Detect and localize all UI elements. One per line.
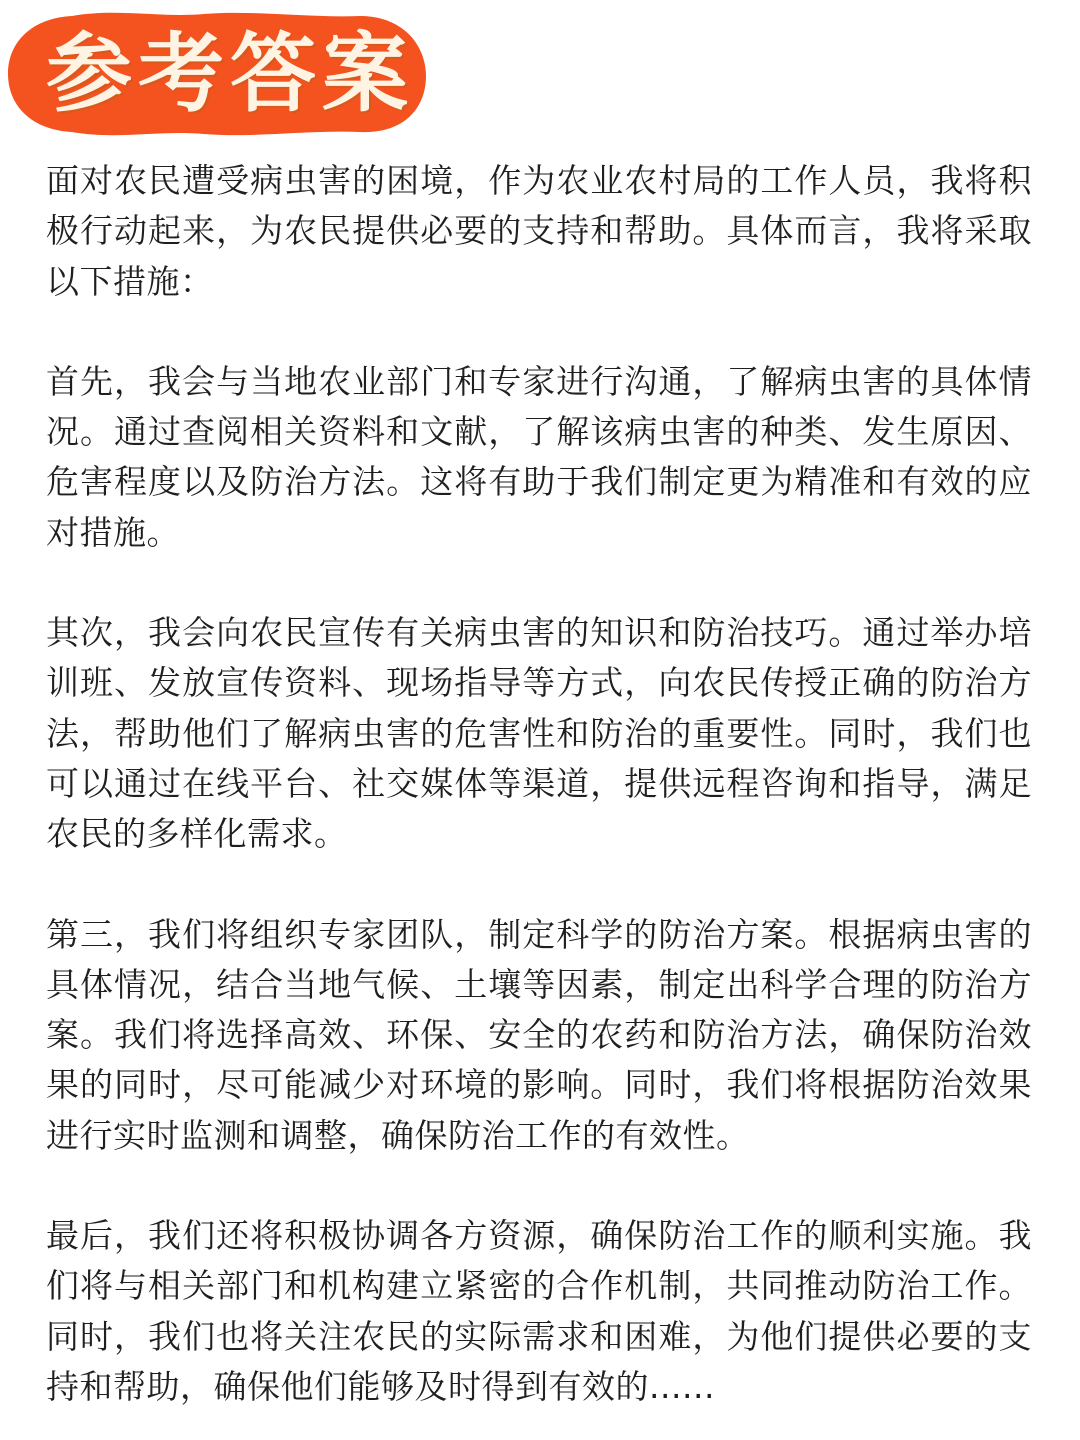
- paragraph-last: 最后，我们还将积极协调各方资源，确保防治工作的顺利实施。我们将与相关部门和机构建立紧密的合作机制，共同推动防治工作。同时，我们也将关注农民的实际需求和困难，为他们提供必要的支持和帮助，确保他们能够及时得到有效的......: [46, 1216, 1032, 1406]
- page-title: 参考答案: [46, 23, 414, 124]
- answer-body: [46, 156, 1032, 1412]
- paragraph-third: 第三，我们将组织专家团队，制定科学的防治方案。根据病虫害的具体情况，结合当地气候、土壤等因素，制定出科学合理的防治方案。我们将选择高效、环保、安全的农药和防治方法，确保防治效果的同时，尽可能减少对环境的影响。同时，我们将根据防治效果进行实时监测和调整，确保防治工作的有效性。: [46, 914, 1032, 1155]
- title-badge: [8, 10, 426, 138]
- paragraph-first: 首先，我会与当地农业部门和专家进行沟通，了解病虫害的具体情况。通过查阅相关资料和文献，了解该病虫害的种类、发生原因、危害程度以及防治方法。这将有助于我们制定更为精准和有效的应对措施。: [46, 361, 1032, 552]
- paragraph-intro: 面对农民遭受病虫害的困境，作为农业农村局的工作人员，我将积极行动起来，为农民提供必要的支持和帮助。具体而言，我将采取以下措施：: [46, 161, 1032, 301]
- paragraph-second: 其次，我会向农民宣传有关病虫害的知识和防治技巧。通过举办培训班、发放宣传资料、现场指导等方式，向农民传授正确的防治方法，帮助他们了解病虫害的危害性和防治的重要性。同时，我们也可以通过在线平台、社交媒体等渠道，提供远程咨询和指导，满足农民的多样化需求。: [46, 613, 1032, 854]
